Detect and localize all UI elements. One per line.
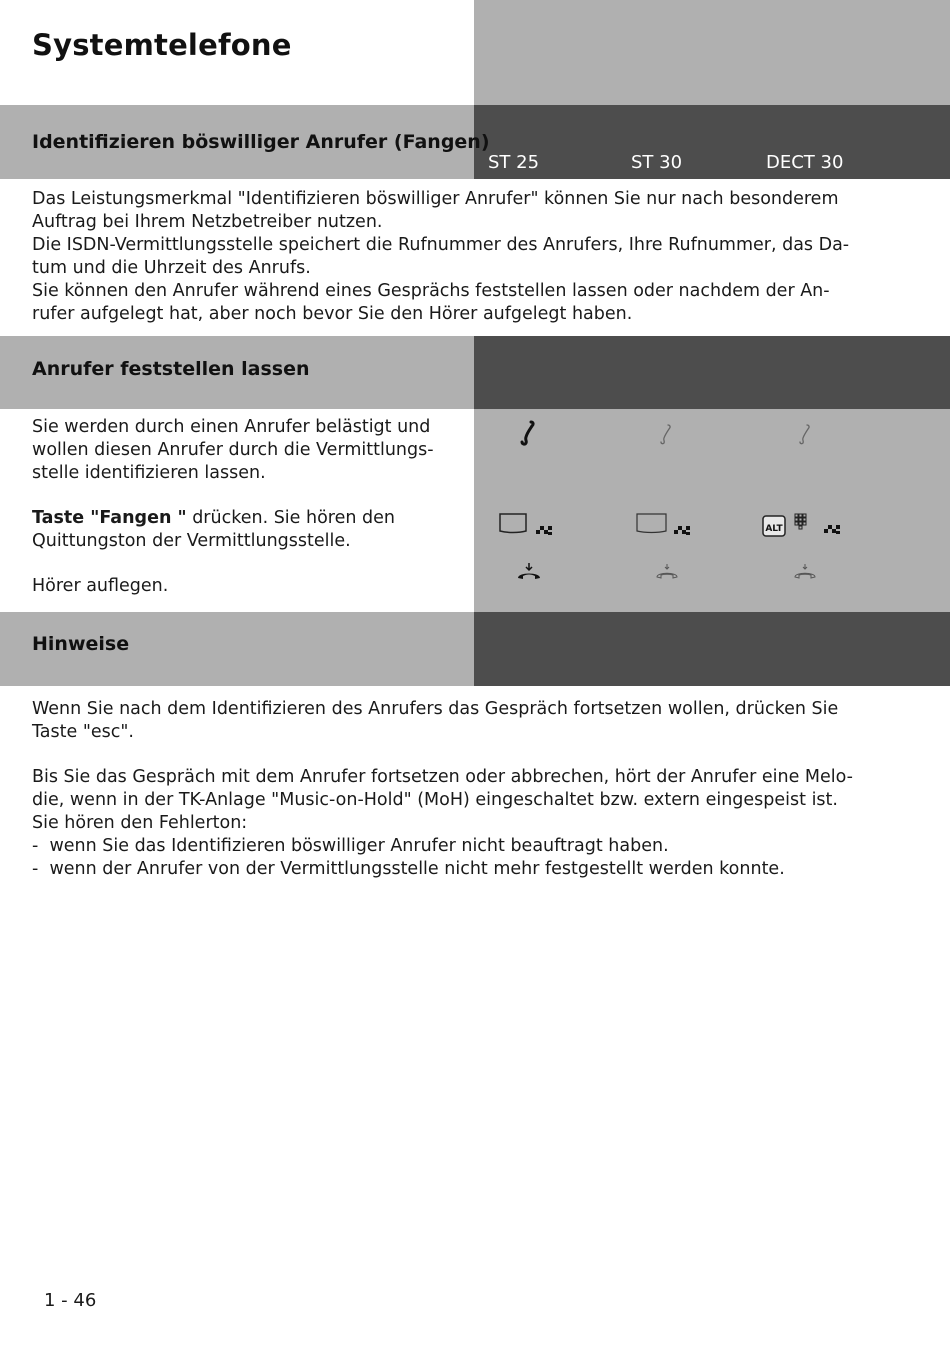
alt-key-icon (762, 512, 846, 540)
handset-offhook-icon (798, 423, 812, 445)
text-line: Die ISDN-Vermittlungsstelle speichert die Rufnummer des Anrufers, Ihre Rufnummer, das Da- (32, 235, 850, 255)
section2-text (32, 416, 462, 598)
hint-line: Wenn Sie nach dem Identifizieren des Anrufers das Gespräch fortsetzen wollen, drücken Sie (32, 699, 839, 719)
text-line: Das Leistungsmerkmal "Identifizieren böswilliger Anrufer" können Sie nur nach besonderem (32, 189, 839, 209)
text-line: rufer aufgelegt hat, aber noch bevor Sie den Hörer aufgelegt haben. (32, 304, 633, 324)
step2-line2: Quittungston der Vermittlungsstelle. (32, 531, 351, 551)
step2-rest: drücken. Sie hören den (186, 508, 395, 528)
step1-line: stelle identifizieren lassen. (32, 463, 266, 483)
hint-line: Bis Sie das Gespräch mit dem Anrufer fortsetzen oder abbrechen, hört der Anrufer eine Melo- (32, 767, 853, 787)
handset-offhook-icon (520, 420, 536, 446)
hint-line: die, wenn in der TK-Anlage "Music-on-Hold" (MoH) eingeschaltet bzw. extern eingespeist ist. (32, 790, 838, 810)
header-right-panel (474, 0, 950, 105)
section2-icon-panel (474, 409, 950, 612)
hang-up-icon (793, 563, 817, 581)
text-line: tum und die Uhrzeit des Anrufs. (32, 258, 311, 278)
model-st30: ST 30 (631, 152, 683, 173)
hint-list-item: - wenn Sie das Identifizieren böswilliger Anrufer nicht beauftragt haben. (32, 836, 669, 856)
section1-text (32, 188, 892, 326)
section3-right-bar (474, 612, 950, 686)
text-line: Auftrag bei Ihrem Netzbetreiber nutzen. (32, 212, 383, 232)
step1-line: wollen diesen Anrufer durch die Vermittlungs- (32, 440, 434, 460)
hang-up-icon (516, 562, 542, 582)
section2-title: Anrufer feststellen lassen (32, 358, 310, 380)
section1-model-bar (474, 105, 950, 179)
page-number: 1 - 46 (44, 1290, 97, 1311)
svg-text:ALT: ALT (765, 524, 783, 534)
step1-line: Sie werden durch einen Anrufer belästigt und (32, 417, 431, 437)
hint-list-item: - wenn der Anrufer von der Vermittlungsstelle nicht mehr festgestellt werden konnte. (32, 859, 785, 879)
section3-text (32, 698, 892, 881)
function-key-icon (636, 513, 696, 539)
model-dect30: DECT 30 (766, 152, 844, 173)
handset-offhook-icon (659, 423, 673, 445)
step2-line (32, 507, 462, 530)
section1-title: Identifizieren böswilliger Anrufer (Fangen) (32, 131, 490, 153)
function-key-icon (499, 513, 559, 539)
fangen-key-label: Taste "Fangen " (32, 508, 187, 528)
hint-line: Sie hören den Fehlerton: (32, 813, 248, 833)
hint-line: Taste "esc". (32, 722, 134, 742)
section3-title: Hinweise (32, 633, 130, 655)
section2-right-bar (474, 336, 950, 409)
hang-up-icon (655, 563, 679, 581)
page-title: Systemtelefone (32, 28, 292, 62)
step3-line: Hörer auflegen. (32, 576, 169, 596)
text-line: Sie können den Anrufer während eines Gesprächs feststellen lassen oder nachdem der An- (32, 281, 830, 301)
model-st25: ST 25 (488, 152, 540, 173)
